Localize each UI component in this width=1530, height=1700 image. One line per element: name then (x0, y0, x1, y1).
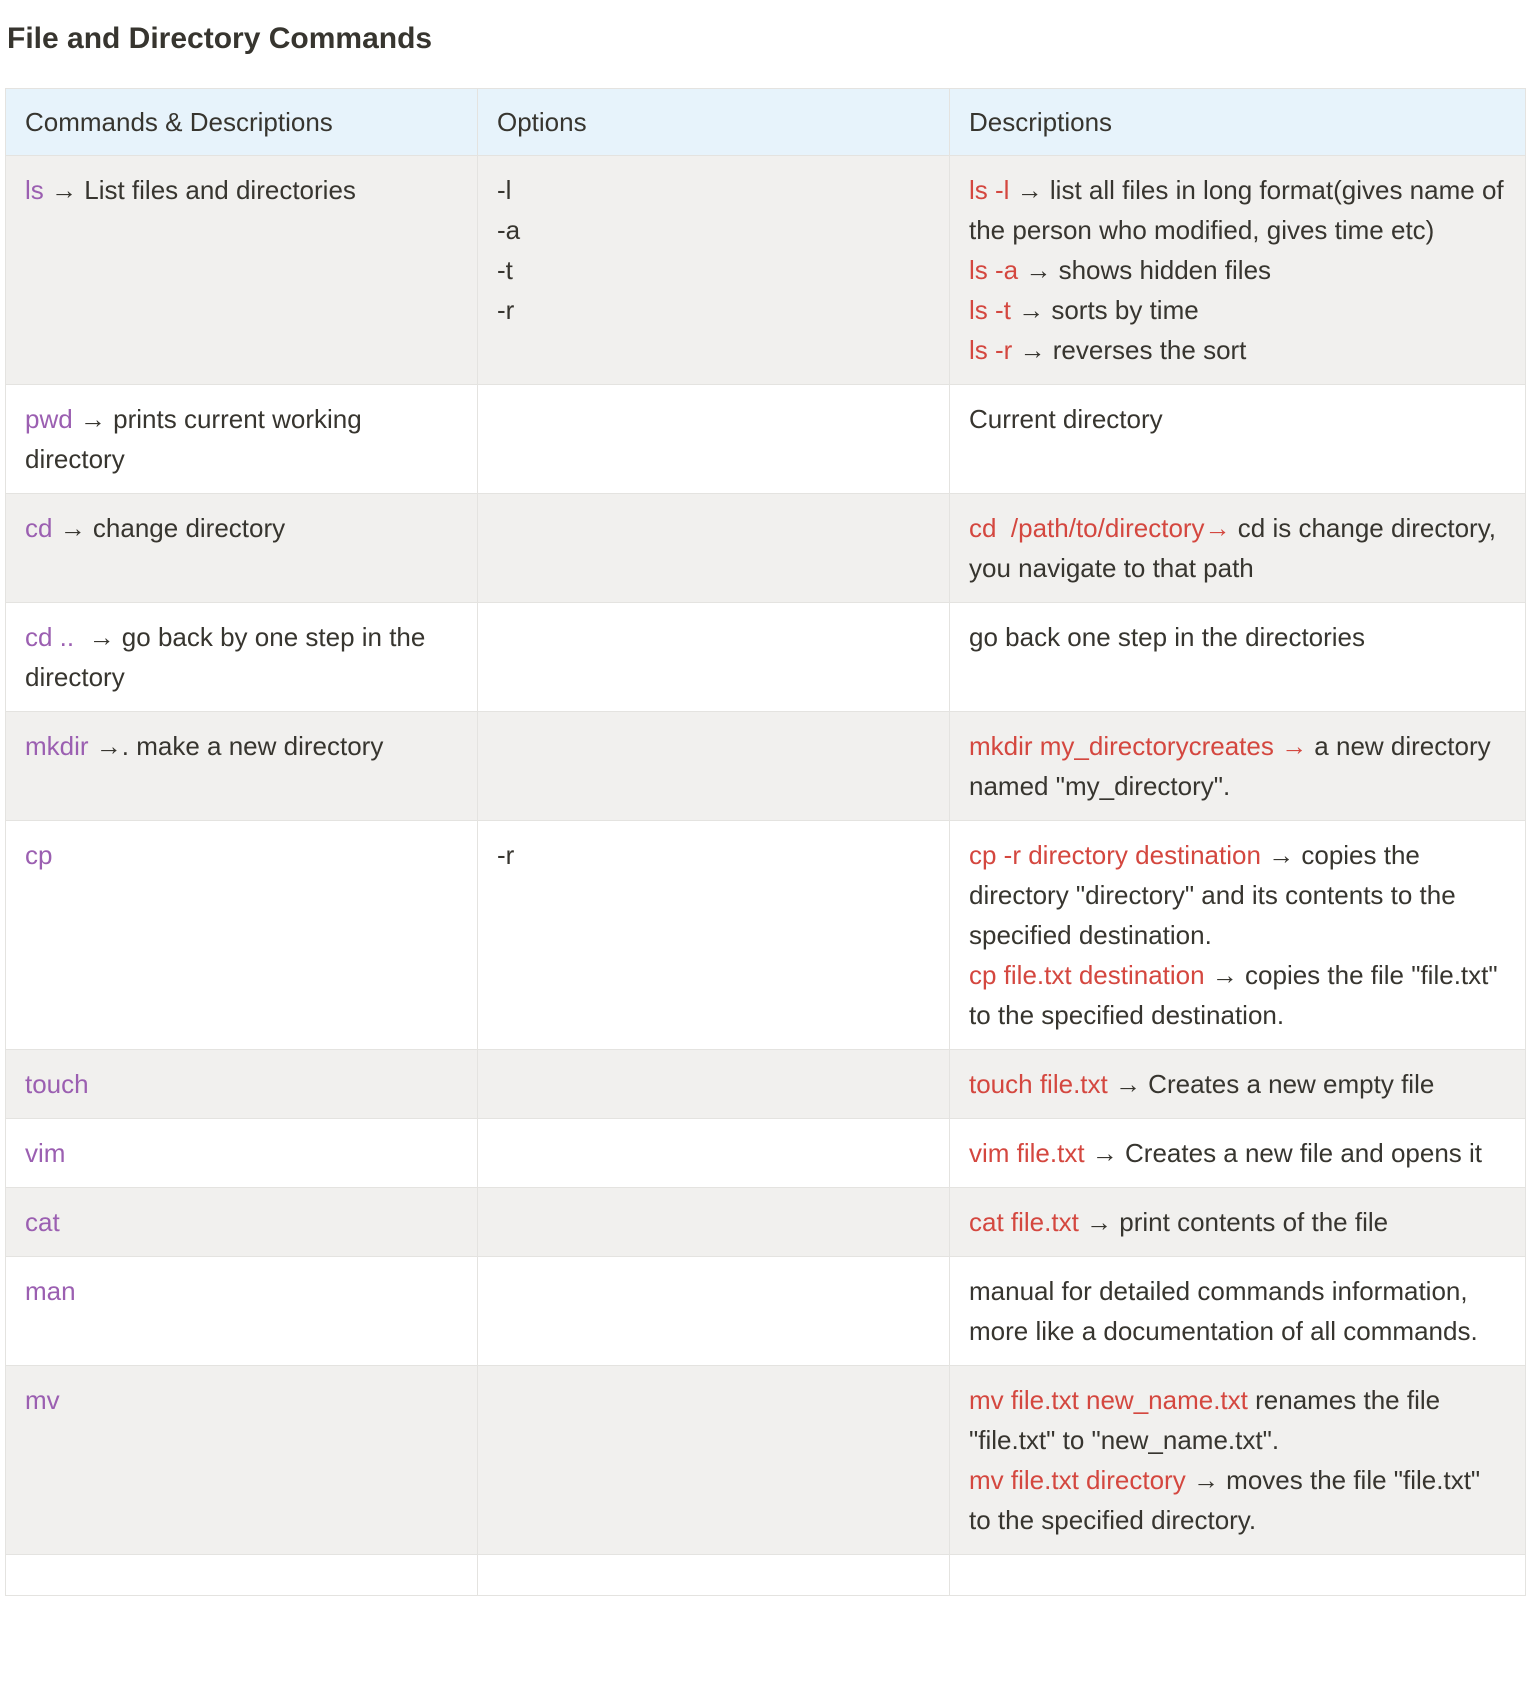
table-row (6, 1119, 1526, 1188)
description-text: → moves the file "file.txt" to the specified directory. (969, 1465, 1481, 1535)
description-line (969, 1271, 1506, 1351)
command-name: touch (25, 1069, 89, 1099)
description-text: → copies the file "file.txt" to the specified destination. (969, 960, 1498, 1030)
description-cell (950, 712, 1526, 821)
options-cell (478, 156, 950, 385)
description-text: → sorts by time (1010, 295, 1199, 325)
table-row (6, 156, 1526, 385)
description-text: → shows hidden files (1018, 255, 1272, 285)
command-name: ls (25, 175, 44, 205)
example-command: ls -a (969, 255, 1019, 285)
description-text: manual for detailed commands information, more like a documentation of all commands. (969, 1276, 1478, 1346)
description-cell (950, 156, 1526, 385)
option-flag: -t (497, 255, 513, 285)
header-descriptions: Descriptions (950, 89, 1526, 156)
example-command: ls -l (969, 175, 1010, 205)
example-command: touch file.txt (969, 1069, 1108, 1099)
command-summary: → prints current working directory (25, 404, 369, 474)
command-name: cat (25, 1207, 60, 1237)
command-summary: →. make a new directory (88, 731, 384, 761)
table-cell (950, 1555, 1526, 1596)
options-cell (478, 1050, 950, 1119)
description-line (969, 1202, 1506, 1242)
description-text: → print contents of the file (1078, 1207, 1389, 1237)
description-line (969, 290, 1506, 330)
description-cell (950, 1188, 1526, 1257)
option-flag: -r (497, 295, 515, 325)
options-cell (478, 821, 950, 1050)
description-text: → copies the directory "directory" and its contents to the specified destination. (969, 840, 1456, 950)
description-text: Current directory (969, 404, 1163, 434)
description-text: → Creates a new empty file (1107, 1069, 1435, 1099)
example-command: cp -r directory destination (969, 840, 1261, 870)
description-line (969, 1460, 1506, 1540)
description-text: renames the file "file.txt" to "new_name.txt". (969, 1385, 1441, 1455)
command-name: vim (25, 1138, 66, 1168)
description-cell (950, 821, 1526, 1050)
example-command: cat file.txt (969, 1207, 1079, 1237)
command-summary: → go back by one step in the directory (25, 622, 433, 692)
options-cell (478, 1366, 950, 1555)
description-cell (950, 494, 1526, 603)
option-flag: -a (497, 215, 521, 245)
description-text: → reverses the sort (1012, 335, 1247, 365)
command-cell (6, 603, 478, 712)
table-row (6, 1188, 1526, 1257)
option-flag: -r (497, 840, 515, 870)
table-row (6, 603, 1526, 712)
command-cell (6, 821, 478, 1050)
table-body (6, 156, 1526, 1596)
description-line (969, 250, 1506, 290)
options-cell (478, 603, 950, 712)
commands-table (5, 88, 1526, 1596)
table-row (6, 494, 1526, 603)
example-command: mv file.txt directory (969, 1465, 1186, 1495)
header-commands: Commands & Descriptions (6, 89, 478, 156)
description-line (969, 1133, 1506, 1173)
table-row (6, 712, 1526, 821)
options-cell (478, 1188, 950, 1257)
header-options: Options (478, 89, 950, 156)
options-cell (478, 1257, 950, 1366)
command-name: cp (25, 840, 53, 870)
table-header-row (6, 89, 1526, 156)
example-command: cd /path/to/directory→ (969, 513, 1231, 543)
description-line (969, 170, 1506, 250)
description-cell (950, 603, 1526, 712)
page-title: File and Directory Commands (7, 22, 433, 55)
command-cell (6, 1119, 478, 1188)
example-command: mv file.txt new_name.txt (969, 1385, 1248, 1415)
command-cell (6, 494, 478, 603)
description-text: cd is change directory, you navigate to that path (969, 513, 1496, 583)
description-cell (950, 1257, 1526, 1366)
command-name: pwd (25, 404, 73, 434)
options-cell (478, 712, 950, 821)
table-row (6, 1050, 1526, 1119)
description-line (969, 330, 1506, 370)
command-cell (6, 712, 478, 821)
command-cell (6, 1366, 478, 1555)
description-line (969, 1064, 1506, 1104)
command-cell (6, 156, 478, 385)
options-cell (478, 494, 950, 603)
command-name: man (25, 1276, 76, 1306)
command-cell (6, 1050, 478, 1119)
command-name: mkdir (25, 731, 89, 761)
description-line (969, 726, 1506, 806)
table-row (6, 1366, 1526, 1555)
table-row (6, 1257, 1526, 1366)
command-cell (6, 385, 478, 494)
command-cell (6, 1188, 478, 1257)
option-flag: -l (497, 175, 512, 205)
command-name: cd .. (25, 622, 75, 652)
description-cell (950, 385, 1526, 494)
table-row (6, 385, 1526, 494)
command-cell (6, 1257, 478, 1366)
description-line (969, 508, 1506, 588)
description-cell (950, 1119, 1526, 1188)
description-line (969, 835, 1506, 955)
description-text: → list all files in long format(gives name of the person who modified, gives time etc) (969, 175, 1504, 245)
description-cell (950, 1050, 1526, 1119)
example-command: ls -r (969, 335, 1013, 365)
options-cell (478, 1119, 950, 1188)
example-command: mkdir my_directorycreates → (969, 731, 1308, 761)
description-line (969, 399, 1506, 439)
description-line (969, 617, 1506, 657)
description-text: → Creates a new file and opens it (1084, 1138, 1483, 1168)
table-cell (6, 1555, 478, 1596)
command-summary: → change directory (52, 513, 286, 543)
table-row (6, 1555, 1526, 1596)
example-command: vim file.txt (969, 1138, 1085, 1168)
description-line (969, 955, 1506, 1035)
command-name: cd (25, 513, 53, 543)
table-row (6, 821, 1526, 1050)
command-summary: → List files and directories (43, 175, 356, 205)
example-command: ls -t (969, 295, 1011, 325)
command-name: mv (25, 1385, 60, 1415)
options-cell (478, 385, 950, 494)
description-line (969, 1380, 1506, 1460)
description-cell (950, 1366, 1526, 1555)
description-text: a new directory named "my_directory". (969, 731, 1491, 801)
description-text: go back one step in the directories (969, 622, 1366, 652)
example-command: cp file.txt destination (969, 960, 1205, 990)
table-cell (478, 1555, 950, 1596)
